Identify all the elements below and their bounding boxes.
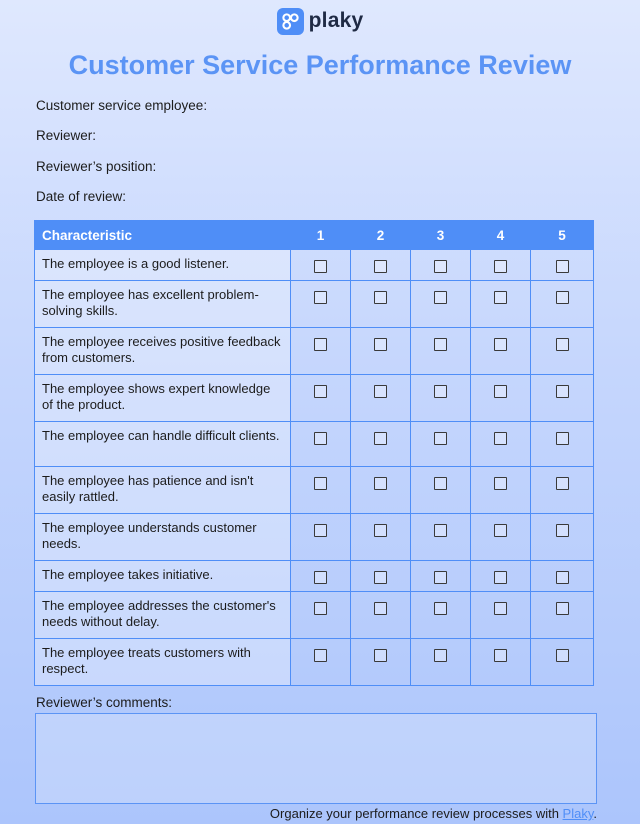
score-1-cell: [291, 250, 351, 281]
performance-review-table: [34, 220, 594, 686]
score-3-column-header: 3: [411, 221, 471, 250]
score-3-checkbox[interactable]: [434, 649, 447, 662]
plaky-link[interactable]: Plaky: [562, 806, 594, 821]
score-5-checkbox[interactable]: [556, 291, 569, 304]
characteristic-cell: The employee can handle difficult clients.: [35, 422, 291, 467]
score-3-cell: [411, 281, 471, 328]
score-3-checkbox[interactable]: [434, 571, 447, 584]
table-row: [35, 281, 594, 328]
score-3-cell: [411, 250, 471, 281]
table-row: [35, 467, 594, 514]
score-2-cell: [351, 250, 411, 281]
score-4-cell: [471, 639, 531, 686]
characteristic-cell: The employee has patience and isn't easily rattled.: [35, 467, 291, 514]
score-3-checkbox[interactable]: [434, 291, 447, 304]
score-5-cell: [531, 514, 594, 561]
score-1-checkbox[interactable]: [314, 385, 327, 398]
table-row: [35, 514, 594, 561]
brand-name: plaky: [308, 9, 364, 32]
score-2-checkbox[interactable]: [374, 571, 387, 584]
footer-text: Organize your performance review processes with: [269, 806, 563, 821]
score-1-cell: [291, 375, 351, 422]
characteristic-cell: The employee has excellent problem-solving skills.: [35, 281, 291, 328]
score-3-checkbox[interactable]: [434, 477, 447, 490]
score-2-cell: [351, 561, 411, 592]
date-of-review-field-label: Date of review:: [36, 189, 127, 204]
score-5-checkbox[interactable]: [556, 477, 569, 490]
score-5-cell: [531, 422, 594, 467]
table-row: [35, 375, 594, 422]
score-2-cell: [351, 422, 411, 467]
score-4-cell: [471, 328, 531, 375]
table-row: [35, 422, 594, 467]
score-5-cell: [531, 467, 594, 514]
table-row: [35, 250, 594, 281]
score-5-checkbox[interactable]: [556, 260, 569, 273]
score-3-checkbox[interactable]: [434, 260, 447, 273]
employee-field-label: Customer service employee:: [36, 98, 208, 113]
score-4-checkbox[interactable]: [494, 571, 507, 584]
score-1-column-header: 1: [291, 221, 351, 250]
score-2-checkbox[interactable]: [374, 432, 387, 445]
score-5-checkbox[interactable]: [556, 602, 569, 615]
score-5-checkbox[interactable]: [556, 524, 569, 537]
score-5-cell: [531, 561, 594, 592]
reviewer-comments-box[interactable]: [35, 713, 597, 804]
score-5-checkbox[interactable]: [556, 432, 569, 445]
score-3-checkbox[interactable]: [434, 524, 447, 537]
score-3-checkbox[interactable]: [434, 338, 447, 351]
score-3-cell: [411, 561, 471, 592]
plaky-logo-icon: [277, 8, 304, 35]
score-1-checkbox[interactable]: [314, 571, 327, 584]
score-3-cell: [411, 422, 471, 467]
table-header-row: [35, 221, 594, 250]
score-4-cell: [471, 467, 531, 514]
score-1-checkbox[interactable]: [314, 602, 327, 615]
score-3-cell: [411, 467, 471, 514]
score-5-cell: [531, 592, 594, 639]
table-row: [35, 639, 594, 686]
characteristic-cell: The employee receives positive feedback from customers.: [35, 328, 291, 375]
characteristic-cell: The employee understands customer needs.: [35, 514, 291, 561]
characteristic-cell: The employee takes initiative.: [35, 561, 291, 592]
score-4-column-header: 4: [471, 221, 531, 250]
score-5-checkbox[interactable]: [556, 571, 569, 584]
score-4-cell: [471, 250, 531, 281]
score-3-cell: [411, 375, 471, 422]
footer-suffix: .: [593, 806, 597, 821]
score-4-checkbox[interactable]: [494, 524, 507, 537]
score-2-checkbox[interactable]: [374, 602, 387, 615]
score-2-cell: [351, 375, 411, 422]
score-3-cell: [411, 639, 471, 686]
score-2-checkbox[interactable]: [374, 649, 387, 662]
score-1-cell: [291, 592, 351, 639]
score-2-cell: [351, 281, 411, 328]
table-row: [35, 561, 594, 592]
characteristic-column-header: Characteristic: [35, 221, 291, 250]
score-5-checkbox[interactable]: [556, 649, 569, 662]
score-4-checkbox[interactable]: [494, 649, 507, 662]
characteristic-cell: The employee shows expert knowledge of the product.: [35, 375, 291, 422]
score-4-checkbox[interactable]: [494, 432, 507, 445]
page-title: Customer Service Performance Review: [68, 50, 572, 80]
score-1-checkbox[interactable]: [314, 524, 327, 537]
score-2-checkbox[interactable]: [374, 524, 387, 537]
table-row: [35, 328, 594, 375]
score-4-cell: [471, 375, 531, 422]
reviewer-comments-label: Reviewer’s comments:: [36, 695, 173, 710]
score-5-cell: [531, 281, 594, 328]
score-2-checkbox[interactable]: [374, 338, 387, 351]
score-4-checkbox[interactable]: [494, 477, 507, 490]
score-3-cell: [411, 514, 471, 561]
score-4-cell: [471, 514, 531, 561]
score-5-cell: [531, 250, 594, 281]
score-3-cell: [411, 592, 471, 639]
score-2-checkbox[interactable]: [374, 477, 387, 490]
score-2-cell: [351, 328, 411, 375]
characteristic-cell: The employee treats customers with respect.: [35, 639, 291, 686]
reviewer-position-field-label: Reviewer’s position:: [36, 159, 157, 174]
score-4-checkbox[interactable]: [494, 338, 507, 351]
score-4-checkbox[interactable]: [494, 291, 507, 304]
score-3-checkbox[interactable]: [434, 432, 447, 445]
score-5-checkbox[interactable]: [556, 385, 569, 398]
score-1-checkbox[interactable]: [314, 291, 327, 304]
score-1-cell: [291, 328, 351, 375]
score-1-checkbox[interactable]: [314, 338, 327, 351]
score-2-column-header: 2: [351, 221, 411, 250]
score-3-checkbox[interactable]: [434, 385, 447, 398]
score-1-cell: [291, 467, 351, 514]
score-2-checkbox[interactable]: [374, 385, 387, 398]
score-1-cell: [291, 561, 351, 592]
score-5-cell: [531, 375, 594, 422]
reviewer-field-label: Reviewer:: [36, 128, 97, 143]
score-2-checkbox[interactable]: [374, 291, 387, 304]
score-1-cell: [291, 514, 351, 561]
score-4-cell: [471, 561, 531, 592]
score-3-cell: [411, 328, 471, 375]
score-5-column-header: 5: [531, 221, 594, 250]
score-5-cell: [531, 639, 594, 686]
score-5-cell: [531, 328, 594, 375]
score-4-checkbox[interactable]: [494, 602, 507, 615]
footer-note: [270, 806, 597, 822]
score-1-checkbox[interactable]: [314, 432, 327, 445]
score-1-cell: [291, 281, 351, 328]
score-4-checkbox[interactable]: [494, 260, 507, 273]
score-4-cell: [471, 422, 531, 467]
score-1-cell: [291, 639, 351, 686]
score-2-cell: [351, 639, 411, 686]
score-2-cell: [351, 592, 411, 639]
score-4-checkbox[interactable]: [494, 385, 507, 398]
characteristic-cell: The employee addresses the customer's needs without delay.: [35, 592, 291, 639]
table-row: [35, 592, 594, 639]
score-2-cell: [351, 467, 411, 514]
characteristic-cell: The employee is a good listener.: [35, 250, 291, 281]
score-4-cell: [471, 281, 531, 328]
score-1-checkbox[interactable]: [314, 260, 327, 273]
score-2-checkbox[interactable]: [374, 260, 387, 273]
score-3-checkbox[interactable]: [434, 602, 447, 615]
plaky-logo: [0, 6, 640, 36]
score-1-checkbox[interactable]: [314, 477, 327, 490]
score-1-cell: [291, 422, 351, 467]
score-4-cell: [471, 592, 531, 639]
score-2-cell: [351, 514, 411, 561]
score-1-checkbox[interactable]: [314, 649, 327, 662]
score-5-checkbox[interactable]: [556, 338, 569, 351]
